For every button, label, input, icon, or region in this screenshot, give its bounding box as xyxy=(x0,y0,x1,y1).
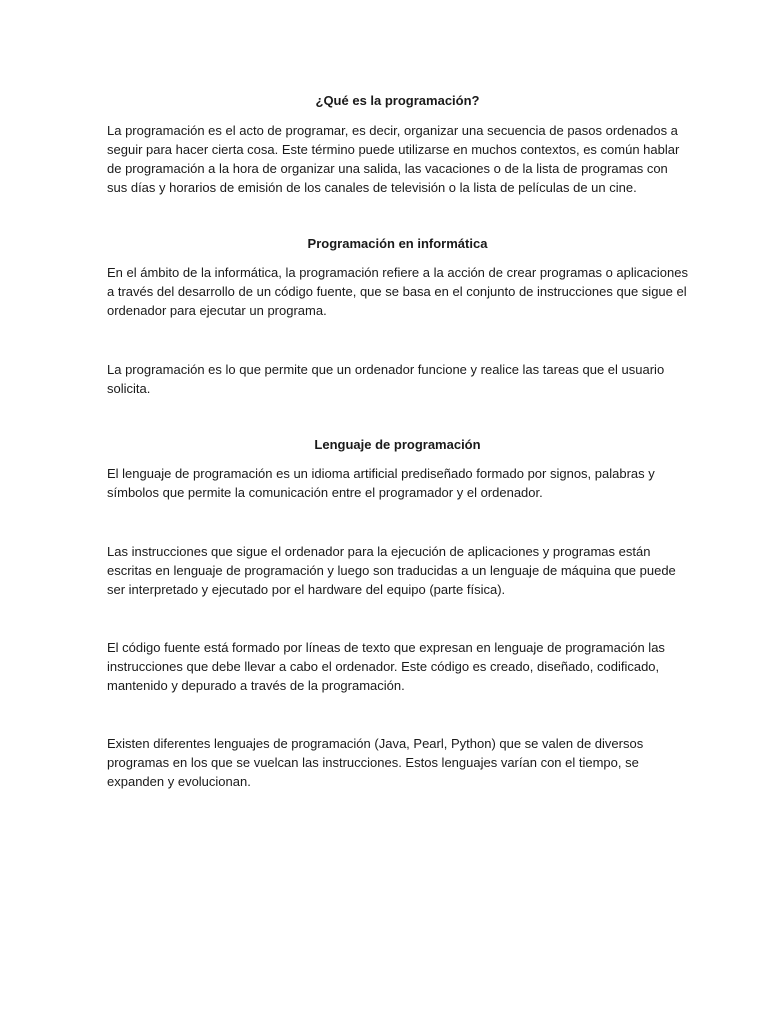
paragraph-idioma-artificial: El lenguaje de programación es un idioma artificial prediseñado formado por signos, palabras y símbolos que permite la comunicación entre el programador y el ordenador. xyxy=(107,466,655,500)
paragraph-permite-funcionar: La programación es lo que permite que un ordenador funcione y realice las tareas que el usuario solicita. xyxy=(107,362,665,396)
paragraph-definicion: La programación es el acto de programar, es decir, organizar una secuencia de pasos ordenados a seguir para hacer cierta cosa. Este término puede utilizarse en muchos contextos, es común hablar de programación a la hora de organizar una salida, las vacaciones o de la lista de programas con sus días y horarios de emisión de los canales de televisión o la lista de películas de un cine. xyxy=(107,123,680,195)
paragraph-lenguajes-existentes: Existen diferentes lenguajes de programación (Java, Pearl, Python) que se valen de diversos programas en los que se vuelcan las instrucciones. Estos lenguajes varían con el tiempo, se expanden y evolucionan. xyxy=(107,736,644,789)
paragraph-codigo-fuente: El código fuente está formado por líneas de texto que expresan en lenguaje de programación las instrucciones que debe llevar a cabo el ordenador. Este código es creado, diseñado, codificado, mantenido y depurado a través de la programación. xyxy=(107,640,665,693)
section-heading-lenguaje: Lenguaje de programación xyxy=(314,437,481,452)
section-heading-que-es: ¿Qué es la programación? xyxy=(315,93,480,108)
paragraph-ambito-informatica: En el ámbito de la informática, la programación refiere a la acción de crear programas o aplicaciones a través del desarrollo de un código fuente, que se basa en el conjunto de instrucciones que sigue el ordenador para ejecutar un programa. xyxy=(107,265,688,318)
paragraph-instrucciones: Las instrucciones que sigue el ordenador para la ejecución de aplicaciones y programas están escritas en lenguaje de programación y luego son traducidas a un lenguaje de máquina que puede ser interpretado y ejecutado por el hardware del equipo (parte física). xyxy=(107,544,676,597)
section-heading-informatica: Programación en informática xyxy=(307,236,488,251)
